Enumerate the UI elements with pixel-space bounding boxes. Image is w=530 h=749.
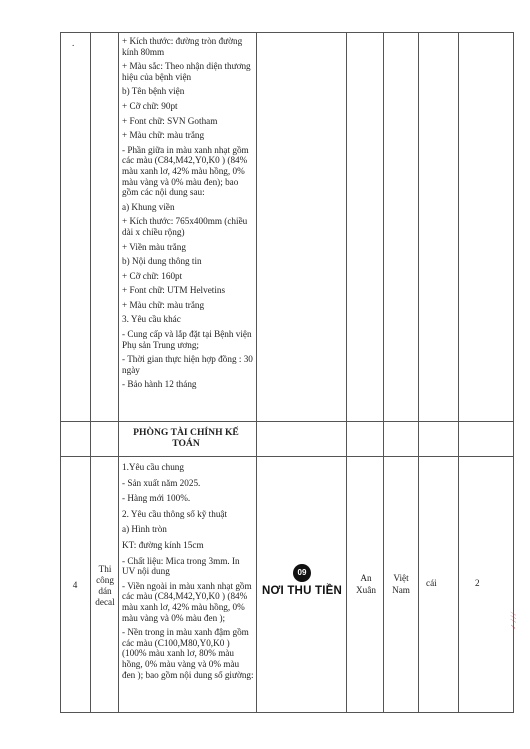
spec-line: + Font chữ: SVN Gotham [122,115,218,126]
table-row-divider [60,456,513,457]
brand-cell: An Xuân [356,573,376,595]
table-col-line [383,32,384,713]
spec-line: - Viền ngoài in màu xanh nhạt gồm các màu (C84,M42,Y0,K0 ) (84% màu xanh lơ, 42% màu hồng, 0% màu vàng và 0% màu đen ); [122,580,252,623]
table-col-line [418,32,419,713]
spec-line: + Cỡ chữ: 160pt [122,270,183,281]
spec-line: - Thời gian thực hiện hợp đồng : 30 ngày [122,354,253,375]
table-border-bottom [60,712,513,713]
number-badge: 09 [293,564,311,582]
spec-line: 1.Yêu cầu chung [122,462,184,472]
spec-line: - Hàng mới 100%. [122,493,191,504]
table-col-line [118,32,119,713]
spec-line: + Cỡ chữ: 90pt [122,100,178,111]
spec-line: + Kích thước: đường tròn đường kính 80mm [122,36,243,57]
spec-line: + Màu chữ: màu trắng [122,130,205,141]
spec-line: 3. Yêu cầu khác [122,314,181,325]
table-row-divider [60,421,513,422]
origin-cell: Việt Nam [392,573,410,595]
spec-line: - Sản xuất năm 2025. [122,477,201,488]
spec-line: + Màu chữ: màu trắng [122,299,205,310]
spec-line: + Font chữ: UTM Helvetins [122,285,226,296]
table-col-line [60,32,61,713]
spec-line: - Bảo hành 12 tháng [122,379,197,390]
margin-mark: ✓ ∕ ∕ ∕ [509,612,518,630]
spec-line: - Phần giữa in màu xanh nhạt gồm các màu (C84,M42,Y0,K0 ) (84% màu xanh lơ, 42% màu hồng, 0% màu vàng và 0% màu đen); bao gồm các nội dung sau: [122,144,249,198]
unit-cell: cái [426,578,437,588]
spec-line: + Viền màu trắng [122,241,186,252]
sign-label: NƠI THU TIỀN [262,585,342,597]
table-col-line [458,32,459,713]
spec-line: - Cung cấp và lắp đặt tại Bệnh viện Phụ sản Trung ương; [122,329,252,350]
spec-line: + Màu sắc: Theo nhận diện thương hiệu của bệnh viện [122,61,251,82]
spec-line: - Chất liệu: Mica trong 3mm. In UV nội dung [122,555,240,577]
spec-line: b) Nội dung thông tin [122,256,202,267]
spec-line: 2. Yêu cầu thông số kỹ thuật [122,508,228,519]
spec-line: + Kích thước: 765x400mm (chiều dài x chiều rộng) [122,216,248,237]
quantity-cell: 2 [475,578,480,588]
table-border-top [60,32,513,33]
table-col-line [346,32,347,713]
row-marker: . [72,38,75,48]
spec-line: b) Tên bệnh viện [122,86,185,97]
spec-line: a) Hình tròn [122,524,167,535]
spec-list-row4 [122,462,254,680]
section-heading: PHÒNG TÀI CHÍNH KẾ TOÁN [133,427,239,449]
spec-line: - Nền trong in màu xanh đậm gồm các màu (C100,M80,Y0,K0 ) (100% màu xanh lơ, 80% màu hồng, 0% màu vàng và 0% màu đen ); bao gồm nội dung số giường: [122,627,254,680]
table-col-line [513,32,514,713]
row-number: 4 [72,580,78,590]
table-col-line [90,32,91,713]
spec-list-top [122,36,254,390]
table-col-line [256,32,257,713]
spec-line: KT: đường kính 15cm [122,539,204,550]
item-name: Thi công dán decal [95,564,115,607]
spec-line: a) Khung viền [122,201,175,212]
